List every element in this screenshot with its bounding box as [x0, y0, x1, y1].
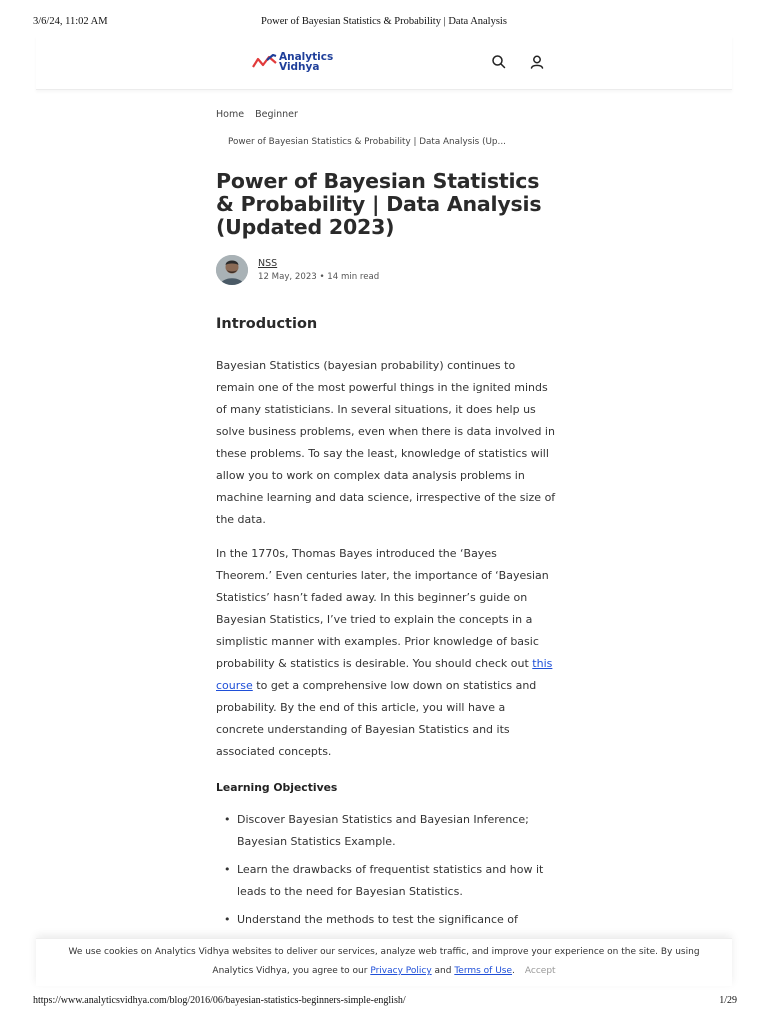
breadcrumb [216, 109, 306, 120]
accept-button[interactable]: Accept [524, 966, 556, 976]
list-item: • Understand the methods to test the significance of [216, 909, 556, 931]
breadcrumb-beginner[interactable]: Beginner [255, 109, 298, 120]
intro-paragraph-2 [216, 543, 556, 763]
logo-text [279, 52, 333, 72]
site-header [36, 36, 732, 90]
breadcrumb-current: Power of Bayesian Statistics & Probability | Data Analysis (Up... [228, 137, 506, 147]
intro-paragraph-1: Bayesian Statistics (bayesian probability) continues to remain one of the most powerful things in the ignited minds of many statisticians. In several situations, it does help us solve business problems, even when there is data involved in these problems. To say the least, knowledge of statistics will allow you to work on complex data analysis problems in machine learning and data science, irrespective of the size of the data. [216, 359, 556, 526]
print-header [0, 16, 768, 32]
logo-line-2: Vidhya [279, 61, 320, 73]
article-meta: 12 May, 2023 • 14 min read [258, 272, 380, 282]
print-url: https://www.analyticsvidhya.com/blog/2016/06/bayesian-statistics-beginners-simple-english/ [33, 995, 406, 1006]
cookie-text-and: and [431, 966, 455, 976]
para2-text-before: In the 1770s, Thomas Bayes introduced the ‘Bayes Theorem.’ Even centuries later, the importance of ‘Bayesian Statistics’ hasn’t faded away. In this beginner’s guide on Bayesian Statistics, I’ve tried to explain the concepts in a simplistic manner with examples. Prior knowledge of basic probability & statistics is desirable. You should check out [216, 547, 549, 670]
cookie-banner [36, 938, 732, 986]
print-footer [0, 995, 768, 1009]
print-timestamp: 3/6/24, 11:02 AM [33, 16, 108, 27]
cookie-text-line-2 [36, 962, 732, 981]
list-item: • Learn the drawbacks of frequentist statistics and how it leads to the need for Bayesian Statistics. [216, 859, 556, 903]
privacy-policy-link[interactable]: Privacy Policy [370, 966, 432, 976]
user-icon[interactable] [528, 53, 546, 71]
print-page-title: Power of Bayesian Statistics & Probability | Data Analysis [261, 16, 507, 27]
list-item: • Discover Bayesian Statistics and Bayesian Inference; Bayesian Statistics Example. [216, 809, 556, 853]
para2-text-after: to get a comprehensive low down on statistics and probability. By the end of this article, you will have a concrete understanding of Bayesian Statistics and its associated concepts. [216, 679, 537, 758]
avatar[interactable] [216, 255, 248, 285]
cookie-text-period: . [512, 966, 515, 976]
author-name[interactable]: NSS [258, 258, 278, 269]
search-icon[interactable] [490, 53, 508, 71]
cookie-text-prefix: Analytics Vidhya, you agree to our [212, 966, 371, 976]
author-block [216, 255, 516, 285]
learning-objectives-heading: Learning Objectives [216, 781, 338, 794]
learning-objectives-list [216, 809, 556, 937]
cookie-text-line-1: We use cookies on Analytics Vidhya websites to deliver our services, analyze web traffic, and improve your experience on the site. By using [68, 947, 700, 957]
logo-mark-icon [252, 54, 278, 68]
this-course-link[interactable]: this course [216, 657, 553, 692]
breadcrumb-home[interactable]: Home [216, 109, 245, 120]
section-heading-introduction: Introduction [216, 316, 318, 332]
print-page-number: 1/29 [719, 995, 737, 1006]
logo-line-1: Analytics [279, 51, 334, 63]
site-logo[interactable] [252, 50, 342, 76]
article-title: Power of Bayesian Statistics & Probability | Data Analysis (Updated 2023) [216, 169, 542, 239]
terms-of-use-link[interactable]: Terms of Use [454, 966, 513, 976]
